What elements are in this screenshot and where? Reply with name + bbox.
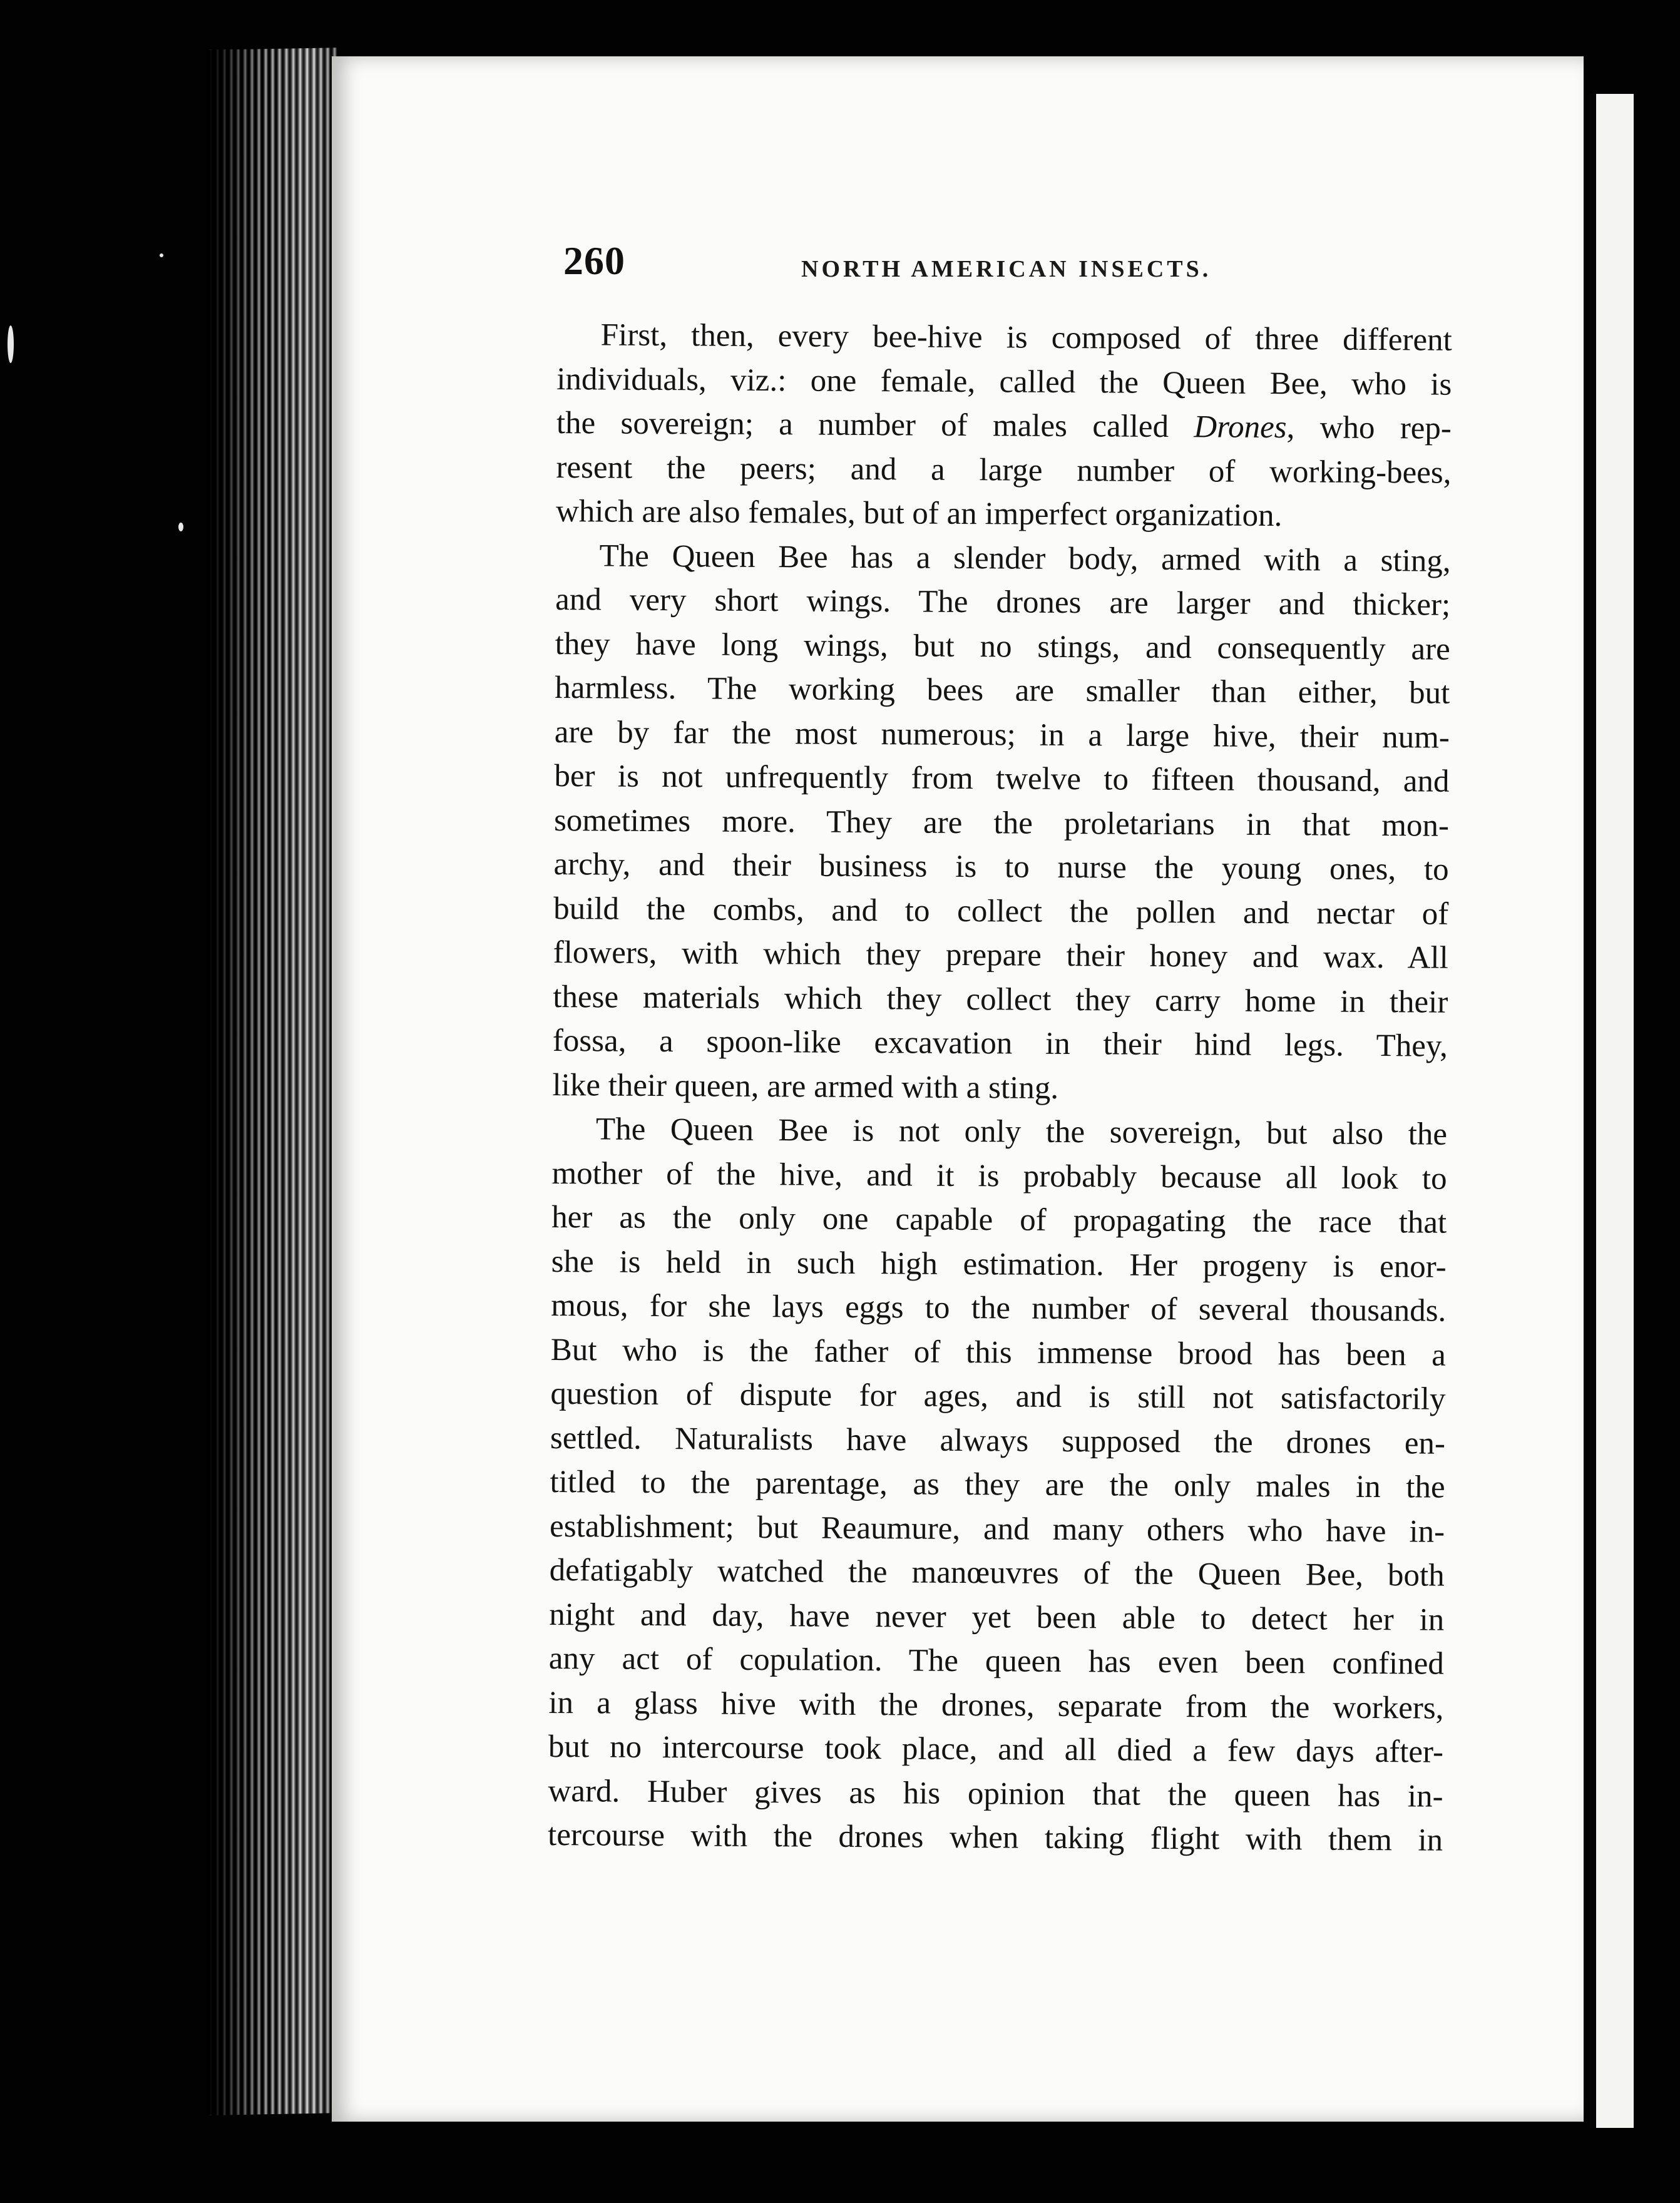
text-line: and very short wings. The drones are larger and thicker; — [555, 581, 1451, 623]
scan-speck — [178, 523, 183, 531]
text-line: individuals, viz.: one female, called the Queen Bee, who is — [556, 361, 1452, 402]
book-fore-edge — [207, 48, 338, 2115]
running-title: NORTH AMERICAN INSECTS. — [801, 256, 1212, 282]
text-line: mother of the hive, and it is probably because all look to — [551, 1155, 1447, 1197]
text-line: harmless. The working bees are smaller than either, but — [555, 670, 1450, 711]
text-line: mous, for she lays eggs to the number of several thousands. — [551, 1287, 1447, 1329]
text-line: these materials which they collect they carry home in their — [553, 979, 1448, 1020]
text-line: flowers, with which they prepare their honey and wax. All — [553, 934, 1448, 976]
text-line: ward. Huber gives as his opinion that the queen has in- — [548, 1773, 1443, 1814]
text-line: like their queen, are armed with a sting. — [552, 1067, 1059, 1106]
text-line: archy, and their business is to nurse the young ones, to — [553, 846, 1449, 887]
scan-speck — [8, 325, 14, 363]
page-number: 260 — [563, 238, 625, 283]
italic-term: Drones — [1194, 409, 1287, 446]
text-line: The Queen Bee is not only the sovereign, but also the — [595, 1112, 1448, 1152]
text-line: But who is the father of this immense brood has been a — [550, 1332, 1447, 1373]
scan-speck — [160, 253, 163, 257]
text-line: they have long wings, but no stings, and consequently are — [555, 626, 1450, 667]
body-text — [548, 313, 1458, 1863]
text-line: are by far the most numerous; in a large hive, their num- — [554, 714, 1450, 755]
text-line: defatigably watched the manœuvres of the Queen Bee, both — [549, 1552, 1445, 1593]
text-line: resent the peers; and a large number of working-bees, — [556, 449, 1452, 491]
text-line: her as the only one capable of propagating the race that — [551, 1199, 1447, 1240]
text-line: but no intercourse took place, and all died a few days after- — [548, 1729, 1444, 1770]
text-line: question of dispute for ages, and is still not satisfactorily — [550, 1376, 1446, 1417]
running-head — [563, 238, 1427, 294]
text-line: which are also females, but of an imperfect organization. — [555, 493, 1283, 534]
text-line: titled to the parentage, as they are the only males in the — [550, 1464, 1445, 1505]
text-line: night and day, have never yet been able to detect her in — [549, 1597, 1445, 1638]
text-line: tercourse with the drones when taking flight with them in — [547, 1817, 1443, 1858]
text-line: fossa, a spoon-like excavation in their hind legs. They, — [552, 1023, 1448, 1064]
text-line: sometimes more. They are the proletarians in that mon- — [553, 802, 1450, 844]
text-line: settled. Naturalists have always supposed the drones en- — [550, 1420, 1446, 1461]
text-line: build the combs, and to collect the pollen and nectar of — [553, 891, 1449, 932]
text-line: establishment; but Reaumure, and many others who have in- — [549, 1508, 1445, 1550]
text-line: ber is not unfrequently from twelve to fifteen thousand, and — [554, 758, 1450, 799]
text-line: any act of copulation. The queen has even been confined — [548, 1640, 1445, 1682]
text-line: in a glass hive with the drones, separate from the workers, — [548, 1685, 1444, 1726]
text-line: The Queen Bee has a slender body, armed with a sting, — [599, 538, 1451, 579]
facing-page-edge — [1590, 94, 1634, 2128]
text-line: First, then, every bee-hive is composed of three different — [600, 317, 1452, 358]
text-line: she is held in such high estimation. Her progeny is enor- — [551, 1244, 1447, 1285]
text-line: the sovereign; a number of males called Drones, who rep- — [556, 405, 1452, 446]
